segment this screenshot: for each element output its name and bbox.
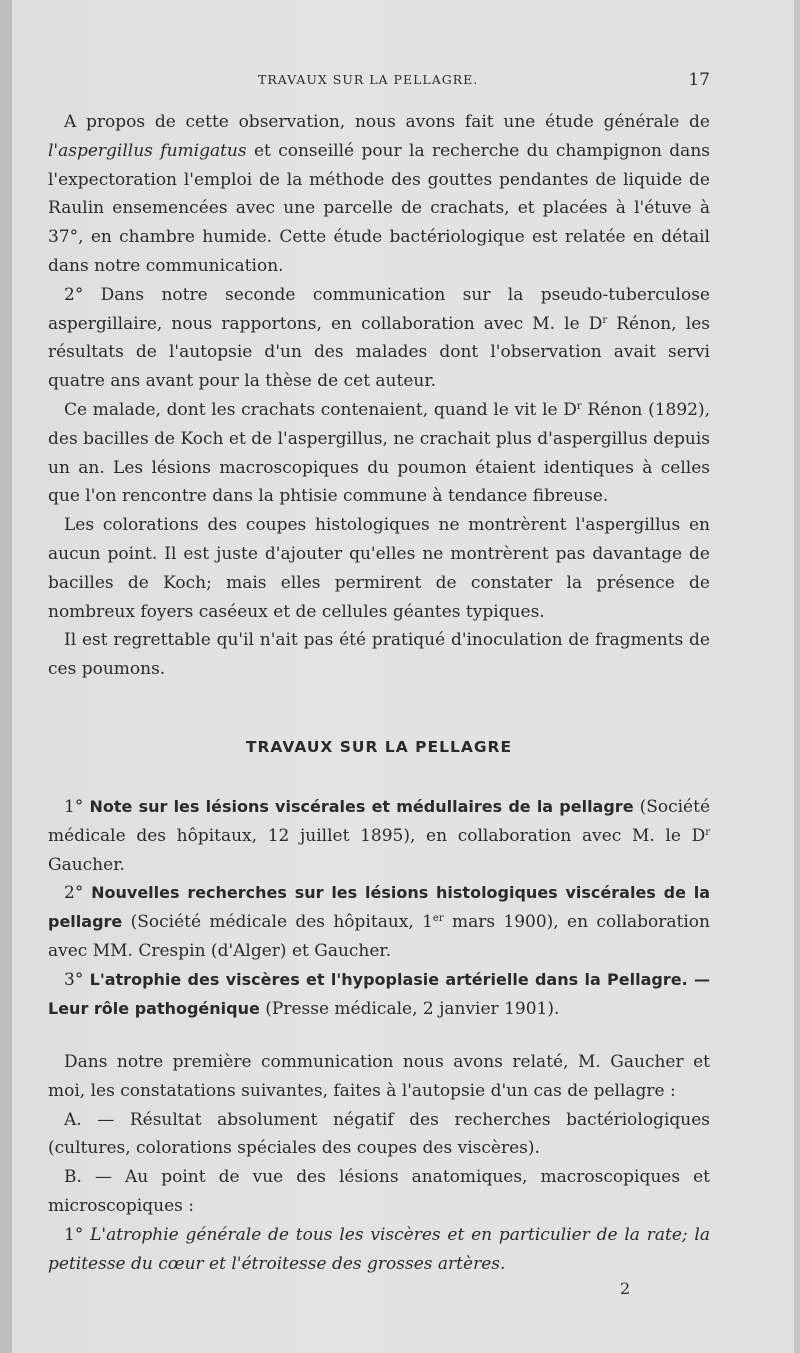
text-run: Rénon (1892), des bacilles de Koch et de l'aspergillus, ne crachait plus d'aspergillus depuis un an. Les lésions macroscopiques du poumon étaient identiques à celles que l'on rencontre dans la phtisie commune à tendance fibreuse. [48, 399, 711, 507]
item-number: 3° [64, 969, 84, 990]
page-right-edge [794, 0, 800, 1353]
text-run: et conseillé pour la recherche du champignon dans l'expectoration l'emploi de la méthode des gouttes pendantes de liquide de Raulin ensemencées avec une parcelle de crachats, et placées à l'étuve à 37°, en chambre humide. Cette étude bactériologique est relatée en détail dans notre communication. [48, 140, 710, 276]
publication-details: Gaucher. [48, 854, 125, 875]
section-title: TRAVAUX SUR LA PELLAGRE [245, 738, 513, 756]
publication-details: (Société médicale des hôpitaux, 1 [122, 912, 433, 933]
superscript: r [576, 400, 582, 412]
paragraph-aspergillus-study [48, 108, 710, 281]
finding-a: A. — Résultat absolument négatif des recherches bactériologiques (cultures, colorations spéciales des coupes des viscères). [48, 1109, 710, 1159]
intro-text [48, 108, 710, 684]
publication-details: mars 1900), en collaboration avec MM. Crespin (d'Alger) et Gaucher. [48, 912, 710, 961]
publication-item [48, 793, 710, 879]
paragraph-first-communication: Dans notre première communication nous avons relaté, M. Gaucher et moi, les constatations suivantes, faites à l'autopsie d'un cas de pellagre : [48, 1052, 710, 1101]
publication-item [48, 879, 710, 965]
text-run: 2° Dans notre seconde communication sur la pseudo-tuberculose aspergillaire, nous rapportons, en collaboration avec M. le D [48, 284, 710, 334]
species-name: l'aspergillus fumigatus [48, 140, 247, 161]
italic-finding: L'atrophie générale de tous les viscères et en particulier de la rate; la petitesse du cœur et l'étroitesse des grosses artères. [48, 1224, 710, 1274]
publication-title: Nouvelles recherches sur les lésions histologiques viscérales de la pellagre [48, 883, 710, 932]
item-number: 1° [64, 797, 84, 817]
publication-item [48, 966, 710, 1024]
running-head [48, 72, 710, 92]
publication-details: (Société médicale des hôpitaux, 12 juillet 1895), en collaboration avec M. le D [48, 797, 711, 846]
page-number: 17 [688, 70, 710, 90]
paragraph-inoculation: Il est regrettable qu'il n'ait pas été pratiqué d'inoculation de fragments de ces poumons. [48, 630, 710, 680]
text-run: Ce malade, dont les crachats contenaient, quand le vit le D [64, 399, 577, 420]
paragraph-colorations: Les colorations des coupes histologiques ne montrèrent l'aspergillus en aucun point. Il est juste d'ajouter qu'elles ne montrèrent pas davantage de bacilles de Koch; mais elles permirent de constater la présence de nombreux foyers caséeux et de cellules géantes typiques. [48, 515, 710, 622]
text-run: A propos de cette observation, nous avons fait une étude générale de [64, 112, 710, 132]
superscript: er [432, 913, 444, 925]
paragraph-second-communication [48, 281, 710, 396]
publication-details: (Presse médicale, 2 janvier 1901). [259, 998, 560, 1019]
publication-list [48, 793, 710, 1023]
signature-mark: 2 [620, 1279, 631, 1298]
page-left-edge [0, 0, 12, 1353]
text-run: Rénon, les résultats de l'autopsie d'un des malades dont l'observation avait servi quatre ans avant pour la thèse de cet auteur. [48, 313, 710, 392]
finding-b-1 [48, 1221, 710, 1279]
superscript: r [705, 826, 710, 838]
finding-b: B. — Au point de vue des lésions anatomiques, macroscopiques et microscopiques : [48, 1167, 710, 1216]
publication-title: L'atrophie des viscères et l'hypoplasie artérielle dans la Pellagre. — Leur rôle pathogénique [48, 969, 710, 1018]
item-number: 2° [64, 883, 84, 904]
findings-text [48, 1048, 710, 1278]
publication-title: Note sur les lésions viscérales et médullaires de la pellagre [83, 797, 634, 816]
item-number: 1° [64, 1224, 84, 1245]
paragraph-patient [48, 396, 710, 511]
superscript: r [602, 314, 608, 326]
running-title: TRAVAUX SUR LA PELLAGRE. [258, 72, 479, 87]
